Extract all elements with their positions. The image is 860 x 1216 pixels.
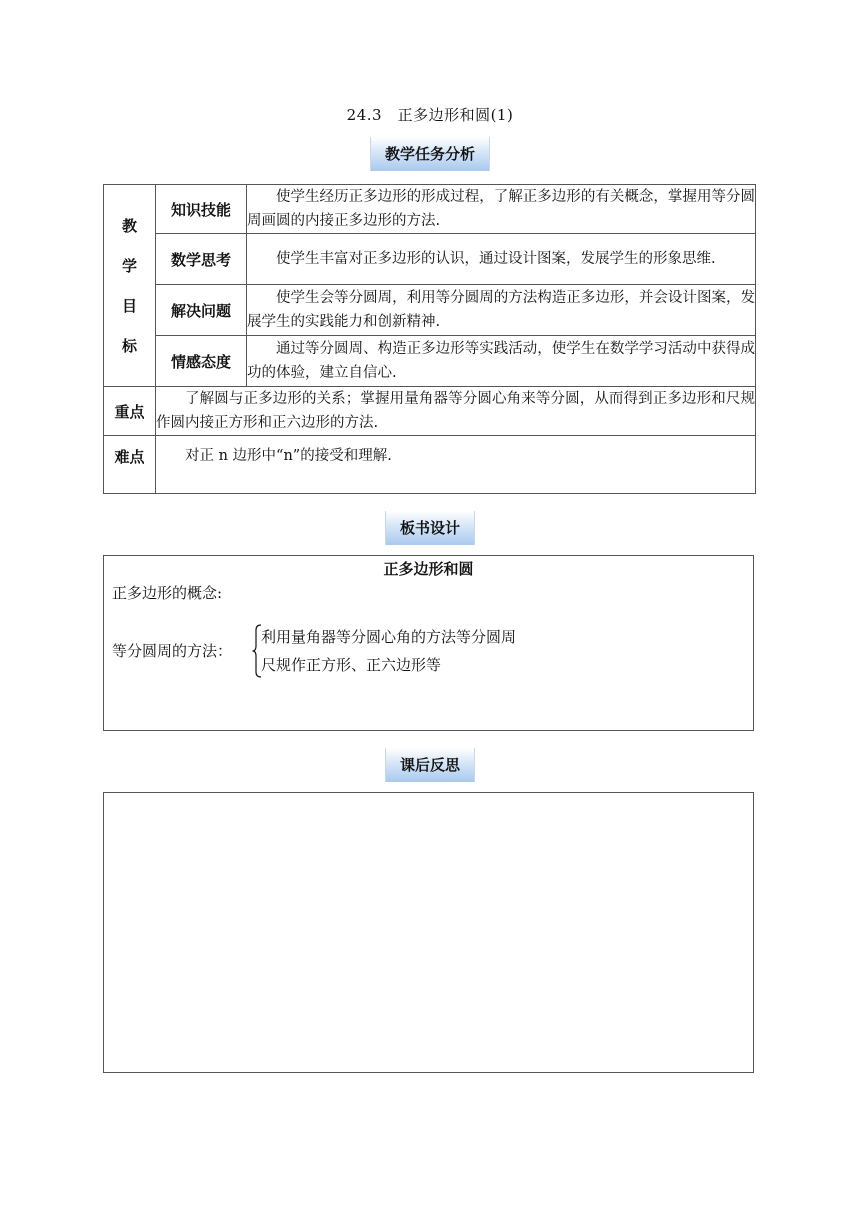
goal-label-attitude: 情感态度 [156, 336, 247, 387]
key-point-text: 了解圆与正多边形的关系；掌握用量角器等分圆心角来等分圆，从而得到正多边形和尺规作圆内接正方形和正六边形的方法. [156, 387, 756, 436]
reflection-box [103, 792, 754, 1073]
board-method-item: 尺规作正方形、正六边形等 [261, 656, 442, 674]
table-row [104, 285, 756, 336]
difficulty-label: 难点 [104, 436, 156, 494]
table-row [104, 336, 756, 387]
board-method-label: 等分圆周的方法： [112, 642, 233, 660]
goals-label-char: 标 [121, 336, 137, 355]
analysis-table [103, 184, 756, 494]
goal-text-knowledge: 使学生经历正多边形的形成过程，了解正多边形的有关概念，掌握用等分圆周画圆的内接正多边形的方法. [247, 185, 756, 234]
table-row [104, 436, 756, 494]
page-title: 24.3 正多边形和圆(1) [346, 106, 514, 124]
board-heading: 正多边形和圆 [383, 560, 474, 578]
goal-label-problem-solving: 解决问题 [156, 285, 247, 336]
goal-text-attitude: 通过等分圆周、构造正多边形等实践活动，使学生在数学学习活动中获得成功的体验，建立自信心. [247, 336, 756, 387]
goals-label-char: 学 [121, 256, 137, 275]
section-title-analysis: 教学任务分析 [370, 137, 490, 171]
goal-label-knowledge: 知识技能 [156, 185, 247, 234]
goal-text-problem-solving: 使学生会等分圆周，利用等分圆周的方法构造正多边形，并会设计图案，发展学生的实践能力和创新精神. [247, 285, 756, 336]
table-row [104, 185, 756, 234]
section-title-reflection: 课后反思 [385, 748, 475, 782]
board-design-box [103, 555, 754, 731]
goal-label-thinking: 数学思考 [156, 234, 247, 285]
key-point-label: 重点 [104, 387, 156, 436]
board-concept: 正多边形的概念: [112, 584, 223, 602]
table-row [104, 387, 756, 436]
section-title-board: 板书设计 [385, 511, 475, 545]
board-method-item: 利用量角器等分圆心角的方法等分圆周 [261, 628, 517, 646]
goal-text-thinking: 使学生丰富对正多边形的认识，通过设计图案，发展学生的形象思维. [247, 234, 756, 285]
goals-label-char: 目 [121, 296, 137, 315]
goals-label [104, 185, 156, 387]
difficulty-text: 对正 n 边形中“n”的接受和理解. [156, 436, 756, 494]
table-row [104, 234, 756, 285]
goals-label-char: 教 [121, 216, 137, 235]
